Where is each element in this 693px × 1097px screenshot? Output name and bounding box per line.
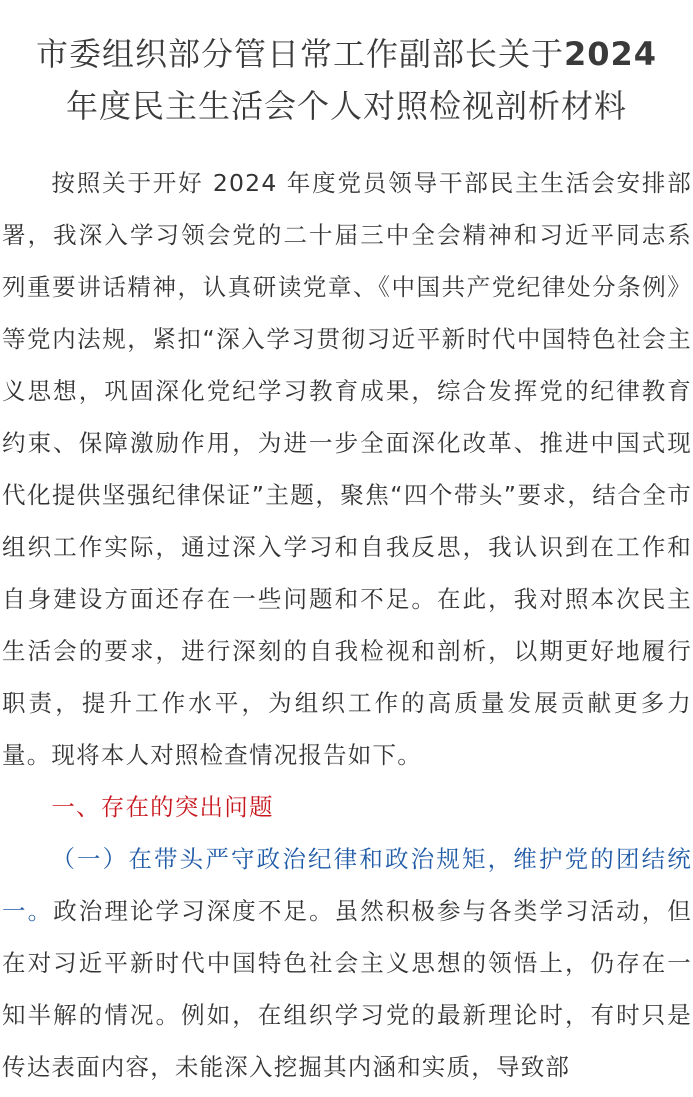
- intro-paragraph: 按照关于开好 2024 年度党员领导干部民主生活会安排部署，我深入学习领会党的二十届三中全会精神和习近平同志系列重要讲话精神，认真研读党章、《中国共产党纪律处分条例》等党内法规，紧扣“深入学习贯彻习近平新时代中国特色社会主义思想，巩固深化党纪学习教育成果，综合发挥党的纪律教育约束、保障激励作用，为进一步全面深化改革、推进中国式现代化提供坚强纪律保证”主题，聚焦“四个带头”要求，结合全市组织工作实际，通过深入学习和自我反思，我认识到在工作和自身建设方面还存在一些问题和不足。在此，我对照本次民主生活会的要求，进行深刻的自我检视和剖析，以期更好地履行职责，提升工作水平，为组织工作的高质量发展贡献更多力量。现将本人对照检查情况报告如下。: [2, 169, 692, 769]
- title-year: 2024: [563, 35, 658, 73]
- section-heading: 一、存在的突出问题: [51, 793, 274, 821]
- subsection-paragraph: [2, 833, 692, 1093]
- subsection-heading: （一）在带头严守政治纪律和政治规矩，维护党的团结统一。: [2, 845, 692, 925]
- subsection-body: 政治理论学习深度不足。虽然积极参与各类学习活动，但在对习近平新时代中国特色社会主义思想的领悟上，仍存在一知半解的情况。例如，在组织学习党的最新理论时，有时只是传达表面内容，未能深入挖掘其内涵和实质，导致部: [2, 897, 693, 1081]
- title-part2: 年度民主生活会个人对照检视剖析材料: [65, 87, 627, 125]
- title-part1: 市委组织部分管日常工作副部长关于: [35, 35, 564, 73]
- document-body: [2, 157, 692, 1093]
- document-title: [0, 28, 693, 132]
